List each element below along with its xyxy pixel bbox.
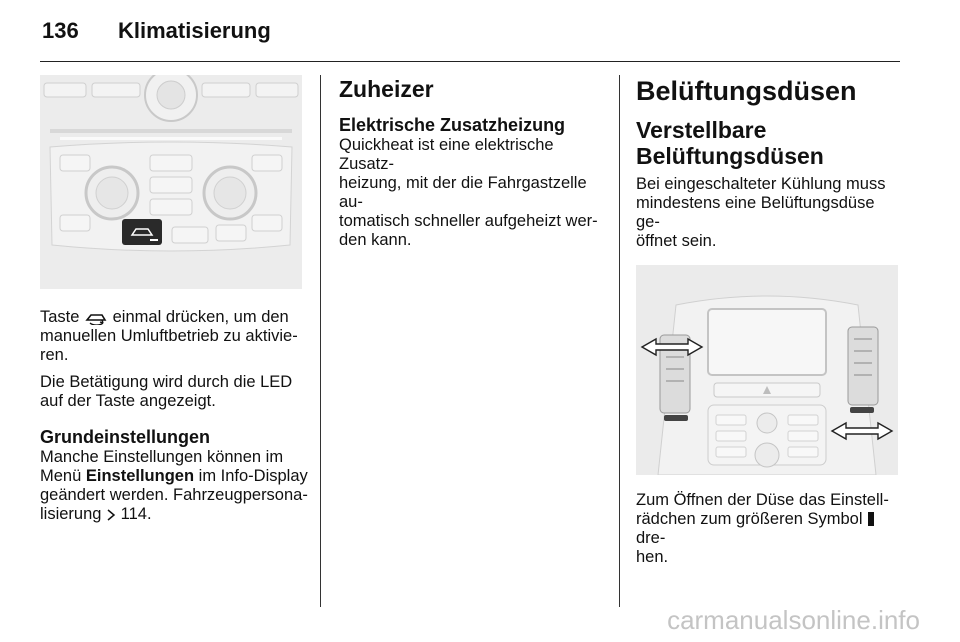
quickheat-paragraph xyxy=(339,136,609,250)
text-fragment: ren. xyxy=(40,346,69,364)
text-fragment: Bei eingeschalteter Kühlung muss xyxy=(636,175,886,193)
column-divider-1 xyxy=(320,75,321,607)
text-fragment: Zum Öffnen der Düse das Einstell- xyxy=(636,491,889,509)
text-fragment: Taste xyxy=(40,308,80,326)
vent-open-symbol-icon xyxy=(867,511,875,527)
header-rule xyxy=(40,61,900,62)
menu-term-einstellungen: Einstellungen xyxy=(85,467,195,485)
text-fragment: öffnet sein. xyxy=(636,232,717,250)
text-fragment: geändert werden. Fahrzeugpersona- xyxy=(40,486,308,504)
text-fragment: manuellen Umluftbetrieb zu aktivie- xyxy=(40,327,298,345)
climate-control-panel-image xyxy=(40,75,302,289)
text-fragment: lisierung xyxy=(40,505,102,523)
subheading-elektrische-zusatzheizung: Elektrische Zusatzheizung xyxy=(339,115,566,135)
text-fragment: auf der Taste angezeigt. xyxy=(40,392,216,410)
cooling-note xyxy=(636,175,902,251)
page-reference-number: 114. xyxy=(120,505,152,523)
text-fragment: einmal drücken, um den xyxy=(112,308,289,326)
led-note xyxy=(40,373,308,411)
text-fragment: Die Betätigung wird durch die LED xyxy=(40,373,293,391)
left-column xyxy=(40,75,308,524)
middle-column xyxy=(339,75,609,250)
text-fragment: im Info-Display xyxy=(198,467,308,485)
text-fragment: Menü xyxy=(40,467,82,485)
text-fragment: mindestens eine Belüftungsdüse ge- xyxy=(636,194,875,231)
text-fragment: rädchen zum größeren Symbol xyxy=(636,510,863,528)
vent-opening-instruction xyxy=(636,491,902,567)
recirculation-instruction xyxy=(40,308,308,365)
section-heading-zuheizer: Zuheizer xyxy=(339,76,434,102)
right-column xyxy=(636,75,902,567)
watermark: carmanualsonline.info xyxy=(667,605,920,635)
text-fragment: den kann. xyxy=(339,231,412,249)
text-fragment: Quickheat ist eine elektrische Zusatz- xyxy=(339,136,554,173)
text-fragment: dre- xyxy=(636,529,666,547)
recirculation-icon xyxy=(84,309,108,325)
text-fragment: Verstellbare xyxy=(636,117,767,143)
text-fragment: tomatisch schneller aufgeheizt wer- xyxy=(339,212,598,230)
settings-paragraph xyxy=(40,448,308,524)
text-fragment: heizung, mit der die Fahrgastzelle au- xyxy=(339,174,587,211)
page-title: Klimatisierung xyxy=(118,18,271,43)
subheading-verstellbare-belueftungsduesen xyxy=(636,117,902,169)
page-number: 136 xyxy=(42,18,79,43)
text-fragment: Belüftungsdüsen xyxy=(636,143,824,169)
page-reference-arrow-icon xyxy=(106,508,116,522)
air-vents-image xyxy=(636,265,898,475)
text-fragment: hen. xyxy=(636,548,669,566)
section-heading-belueftungsduesen: Belüftungsdüsen xyxy=(636,76,857,106)
column-divider-2 xyxy=(619,75,620,607)
text-fragment: Manche Einstellungen können im xyxy=(40,448,284,466)
section-heading-grundeinstellungen: Grundeinstellungen xyxy=(40,427,211,447)
